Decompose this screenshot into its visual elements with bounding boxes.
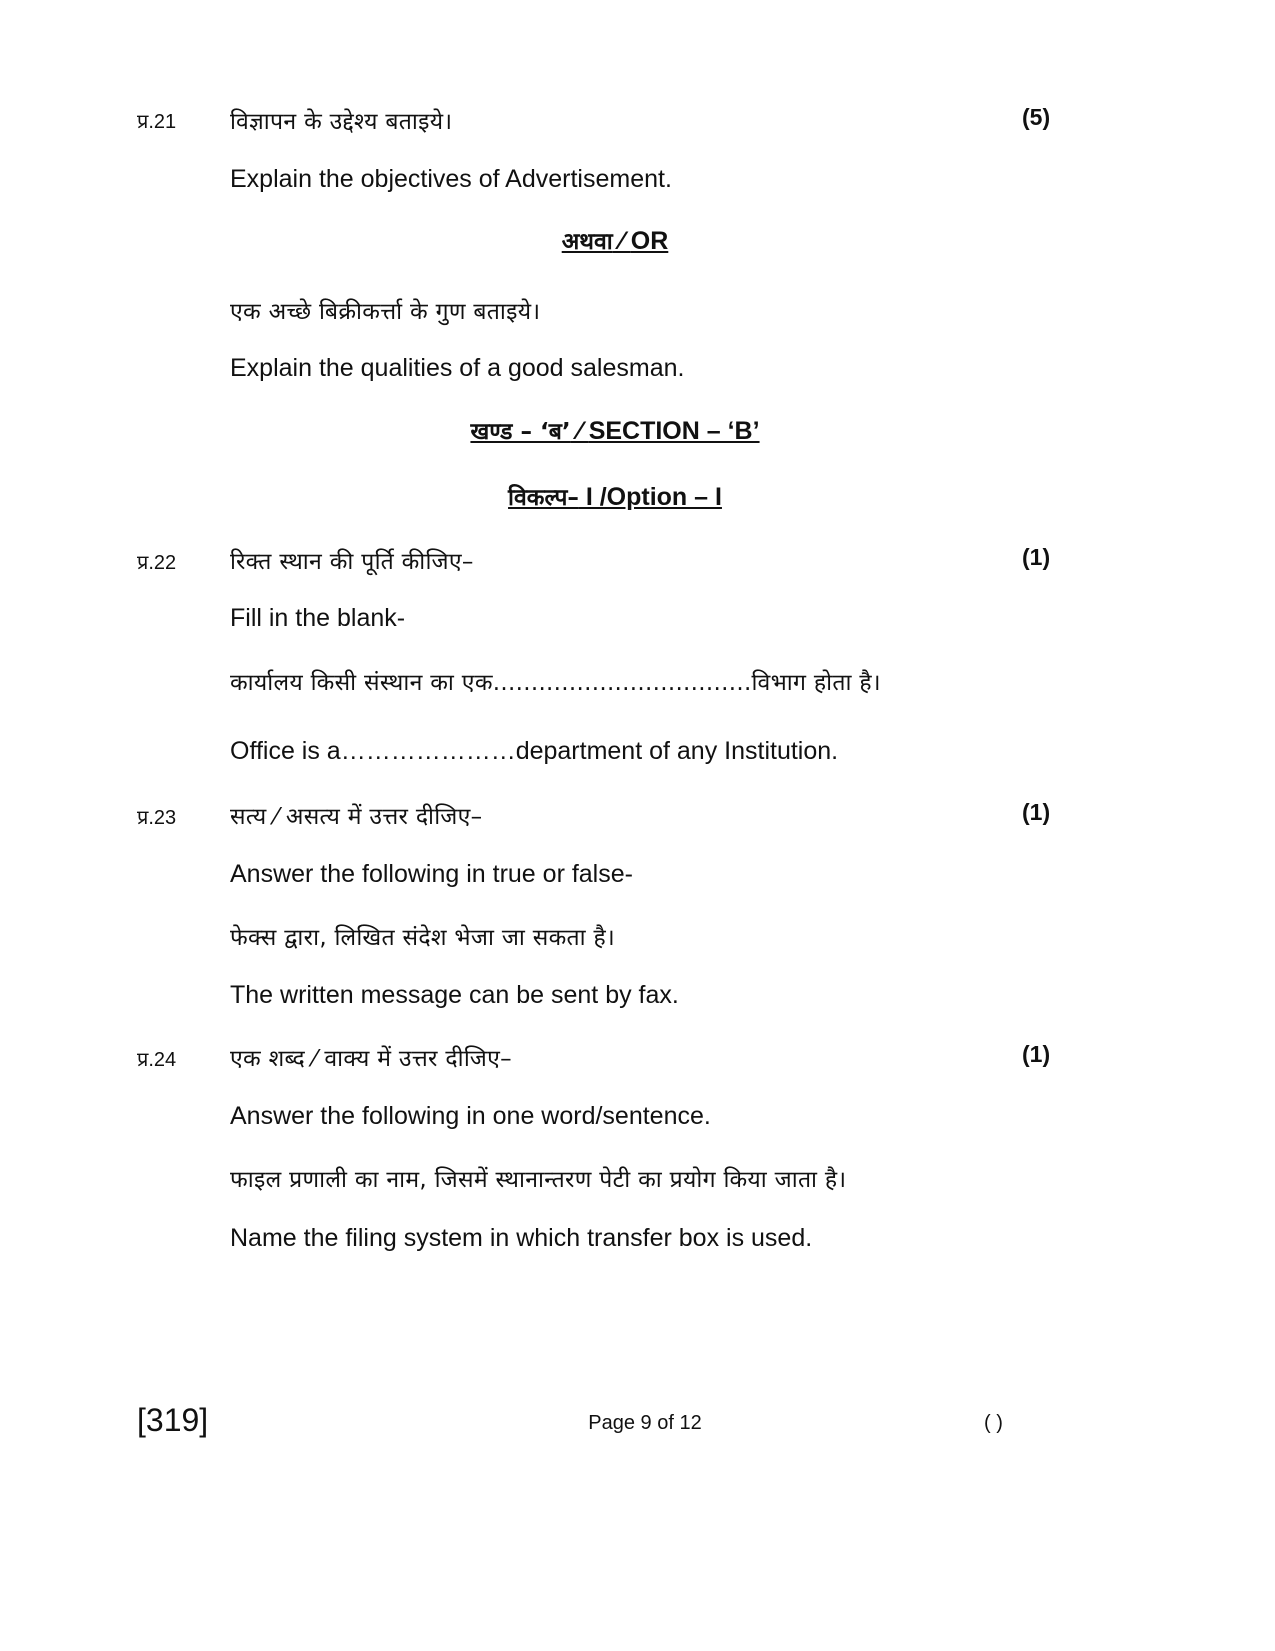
q21-english-text: Explain the objectives of Advertisement. — [230, 165, 672, 193]
or-heading-english: OR — [630, 227, 669, 255]
question-number-21: प्र.21 — [137, 111, 177, 133]
section-b-sep: ⁄ — [570, 417, 589, 445]
section-b-hindi: खण्ड – ‘ब’ — [470, 419, 571, 445]
page-number: Page 9 of 12 — [588, 1412, 702, 1434]
q21-hindi-text: विज्ञापन के उद्देश्य बताइये। — [230, 109, 453, 135]
or-heading-sep: ⁄ — [612, 227, 631, 255]
footer-parentheses: ( ) — [984, 1412, 1003, 1434]
q24-english-instruction: Answer the following in one word/sentence. — [230, 1102, 711, 1130]
option-heading-english: I /Option – I — [578, 483, 722, 511]
question-number-23: प्र.23 — [137, 807, 177, 829]
question-number-22: प्र.22 — [137, 552, 177, 574]
q24-marks: (1) — [1022, 1041, 1051, 1067]
section-b-heading — [0, 414, 1230, 446]
q23-english-instruction: Answer the following in true or false- — [230, 860, 633, 888]
q21-alt-hindi-text: एक अच्छे बिक्रीकर्त्ता के गुण बताइये। — [230, 299, 541, 325]
section-b-english: SECTION – ‘B’ — [588, 417, 760, 445]
q22-english-instruction: Fill in the blank- — [230, 604, 406, 632]
q23-hindi-text: फेक्स द्वारा, लिखित संदेश भेजा जा सकता है। — [230, 925, 616, 951]
q24-english-text: Name the filing system in which transfer box is used. — [230, 1224, 813, 1252]
q24-hindi-instruction: एक शब्द ⁄ वाक्य में उत्तर दीजिए– — [230, 1046, 512, 1072]
q21-alt-english-text: Explain the qualities of a good salesman. — [230, 354, 685, 382]
q23-english-text: The written message can be sent by fax. — [230, 981, 679, 1009]
q22-marks: (1) — [1022, 544, 1051, 570]
or-heading — [0, 224, 1230, 256]
option-heading — [0, 480, 1230, 512]
or-heading-hindi: अथवा — [561, 229, 613, 255]
q22-hindi-text: कार्यालय किसी संस्थान का एक..................................विभाग होता है। — [230, 670, 881, 696]
q23-marks: (1) — [1022, 799, 1051, 825]
q22-english-text: Office is a…………………department of any Institution. — [230, 737, 839, 765]
q21-marks: (5) — [1022, 104, 1051, 130]
option-heading-hindi: विकल्प– — [508, 485, 579, 511]
question-number-24: प्र.24 — [137, 1049, 177, 1071]
q23-hindi-instruction: सत्य ⁄ असत्य में उत्तर दीजिए– — [230, 804, 483, 830]
q22-hindi-instruction: रिक्त स्थान की पूर्ति कीजिए– — [230, 549, 474, 575]
paper-code: [319] — [137, 1402, 209, 1438]
q24-hindi-text: फाइल प्रणाली का नाम, जिसमें स्थानान्तरण पेटी का प्रयोग किया जाता है। — [230, 1167, 847, 1193]
